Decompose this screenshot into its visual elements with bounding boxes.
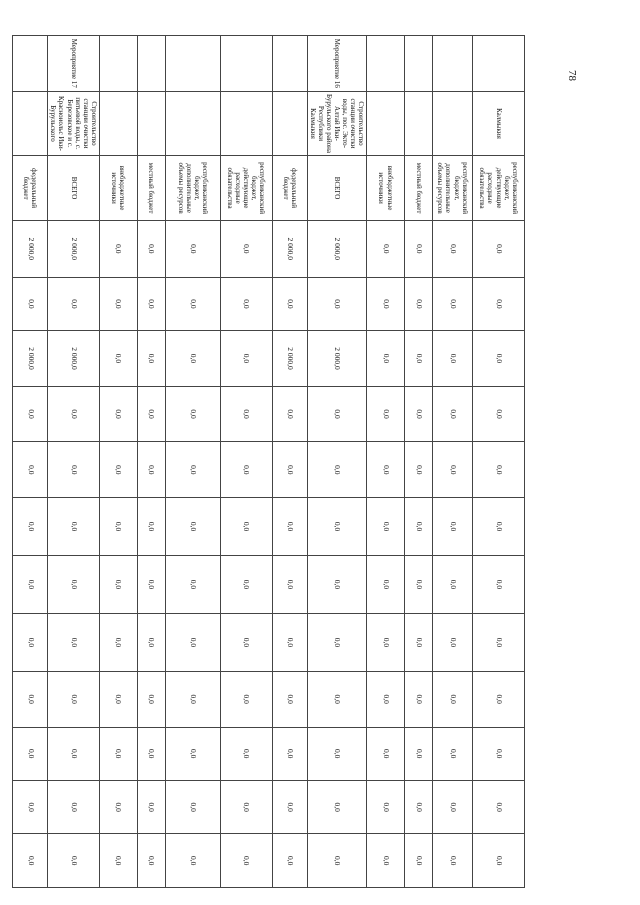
event-number-cell: Мероприятие 16 xyxy=(307,36,366,92)
value-cell: 0,0 xyxy=(307,556,366,614)
value-cell: 0,0 xyxy=(272,556,307,614)
event-name-cell xyxy=(165,91,220,156)
value-cell: 0,0 xyxy=(272,277,307,330)
value-cell: 0,0 xyxy=(48,727,99,780)
value-cell: 0,0 xyxy=(433,277,473,330)
value-cell: 0,0 xyxy=(367,834,405,888)
page-number: 78 xyxy=(566,70,578,81)
value-cell: 0,0 xyxy=(367,277,405,330)
value-cell: 0,0 xyxy=(433,220,473,277)
value-cell: 0,0 xyxy=(272,727,307,780)
value-cell: 0,0 xyxy=(307,727,366,780)
value-cell: 0,0 xyxy=(165,220,220,277)
table-row xyxy=(99,36,137,888)
value-cell: 0,0 xyxy=(367,556,405,614)
value-cell: 2 000,0 xyxy=(48,331,99,387)
value-cell: 0,0 xyxy=(405,556,433,614)
event-number-cell xyxy=(405,36,433,92)
value-cell: 0,0 xyxy=(367,727,405,780)
value-cell: 0,0 xyxy=(433,556,473,614)
value-cell: 0,0 xyxy=(272,498,307,556)
value-cell: 2 000,0 xyxy=(13,220,48,277)
funding-source-cell: республиканский бюджет, дополнительные объемы ресурсов xyxy=(433,156,473,221)
rotated-table-container xyxy=(22,35,525,888)
value-cell: 0,0 xyxy=(220,331,272,387)
value-cell: 0,0 xyxy=(220,556,272,614)
value-cell: 0,0 xyxy=(99,727,137,780)
value-cell: 0,0 xyxy=(433,834,473,888)
event-number-cell xyxy=(165,36,220,92)
value-cell: 0,0 xyxy=(367,331,405,387)
value-cell: 0,0 xyxy=(48,498,99,556)
value-cell: 0,0 xyxy=(137,834,165,888)
value-cell: 0,0 xyxy=(13,613,48,671)
value-cell: 0,0 xyxy=(367,386,405,442)
value-cell: 0,0 xyxy=(48,613,99,671)
value-cell: 0,0 xyxy=(367,613,405,671)
value-cell: 0,0 xyxy=(165,556,220,614)
value-cell: 0,0 xyxy=(99,220,137,277)
value-cell: 0,0 xyxy=(433,331,473,387)
event-number-cell xyxy=(272,36,307,92)
value-cell: 0,0 xyxy=(473,498,525,556)
value-cell: 0,0 xyxy=(165,442,220,498)
value-cell: 0,0 xyxy=(13,556,48,614)
event-name-cell xyxy=(99,91,137,156)
value-cell: 0,0 xyxy=(13,834,48,888)
event-number-cell xyxy=(367,36,405,92)
value-cell: 0,0 xyxy=(307,386,366,442)
event-name-cell: Калмыкия xyxy=(473,91,525,156)
value-cell: 0,0 xyxy=(13,277,48,330)
value-cell: 0,0 xyxy=(165,277,220,330)
funding-source-cell: внебюджетные источники xyxy=(367,156,405,221)
value-cell: 0,0 xyxy=(405,498,433,556)
funding-source-cell: местный бюджет xyxy=(405,156,433,221)
value-cell: 0,0 xyxy=(405,331,433,387)
budget-table xyxy=(12,35,525,888)
value-cell: 0,0 xyxy=(165,498,220,556)
value-cell: 0,0 xyxy=(48,386,99,442)
event-number-cell xyxy=(13,36,48,92)
value-cell: 0,0 xyxy=(433,671,473,727)
value-cell: 0,0 xyxy=(165,613,220,671)
value-cell: 0,0 xyxy=(307,834,366,888)
value-cell: 0,0 xyxy=(137,220,165,277)
value-cell: 0,0 xyxy=(473,331,525,387)
event-number-cell: Мероприятие 17 xyxy=(48,36,99,92)
value-cell: 0,0 xyxy=(433,727,473,780)
value-cell: 0,0 xyxy=(473,613,525,671)
value-cell: 0,0 xyxy=(272,613,307,671)
value-cell: 0,0 xyxy=(165,834,220,888)
value-cell: 0,0 xyxy=(165,727,220,780)
event-number-cell xyxy=(473,36,525,92)
value-cell: 0,0 xyxy=(165,386,220,442)
value-cell: 0,0 xyxy=(13,442,48,498)
value-cell: 0,0 xyxy=(405,442,433,498)
value-cell: 0,0 xyxy=(137,386,165,442)
value-cell: 0,0 xyxy=(220,386,272,442)
value-cell: 0,0 xyxy=(220,220,272,277)
value-cell: 0,0 xyxy=(48,780,99,833)
value-cell: 0,0 xyxy=(220,727,272,780)
value-cell: 2 000,0 xyxy=(48,220,99,277)
value-cell: 0,0 xyxy=(48,834,99,888)
value-cell: 0,0 xyxy=(473,834,525,888)
value-cell: 0,0 xyxy=(272,442,307,498)
table-row xyxy=(272,36,307,888)
value-cell: 0,0 xyxy=(13,498,48,556)
value-cell: 0,0 xyxy=(137,331,165,387)
funding-source-cell: республиканский бюджет, действующие расходные обязательства xyxy=(473,156,525,221)
value-cell: 0,0 xyxy=(272,834,307,888)
value-cell: 0,0 xyxy=(48,671,99,727)
event-number-cell xyxy=(220,36,272,92)
value-cell: 0,0 xyxy=(99,834,137,888)
value-cell: 0,0 xyxy=(165,331,220,387)
event-name-cell xyxy=(405,91,433,156)
value-cell: 0,0 xyxy=(220,613,272,671)
value-cell: 0,0 xyxy=(48,277,99,330)
value-cell: 0,0 xyxy=(367,498,405,556)
value-cell: 0,0 xyxy=(307,498,366,556)
value-cell: 0,0 xyxy=(13,780,48,833)
funding-source-cell: республиканский бюджет, дополнительные объемы ресурсов xyxy=(165,156,220,221)
value-cell: 0,0 xyxy=(99,386,137,442)
value-cell: 0,0 xyxy=(367,220,405,277)
table-body xyxy=(13,36,525,888)
value-cell: 0,0 xyxy=(137,498,165,556)
value-cell: 0,0 xyxy=(13,386,48,442)
event-name-cell xyxy=(13,91,48,156)
value-cell: 0,0 xyxy=(272,780,307,833)
value-cell: 0,0 xyxy=(473,220,525,277)
value-cell: 0,0 xyxy=(48,442,99,498)
value-cell: 0,0 xyxy=(307,671,366,727)
value-cell: 2 000,0 xyxy=(307,220,366,277)
value-cell: 0,0 xyxy=(473,727,525,780)
value-cell: 0,0 xyxy=(137,780,165,833)
table-row xyxy=(405,36,433,888)
value-cell: 0,0 xyxy=(272,671,307,727)
value-cell: 0,0 xyxy=(220,498,272,556)
value-cell: 0,0 xyxy=(473,277,525,330)
value-cell: 0,0 xyxy=(473,671,525,727)
funding-source-cell: ВСЕГО xyxy=(48,156,99,221)
value-cell: 0,0 xyxy=(307,442,366,498)
value-cell: 0,0 xyxy=(405,220,433,277)
value-cell: 0,0 xyxy=(433,498,473,556)
value-cell: 0,0 xyxy=(473,386,525,442)
value-cell: 0,0 xyxy=(99,671,137,727)
table-row xyxy=(367,36,405,888)
value-cell: 0,0 xyxy=(137,671,165,727)
value-cell: 0,0 xyxy=(307,613,366,671)
value-cell: 0,0 xyxy=(405,780,433,833)
table-row xyxy=(13,36,48,888)
event-name-cell xyxy=(367,91,405,156)
value-cell: 0,0 xyxy=(307,277,366,330)
value-cell: 0,0 xyxy=(48,556,99,614)
event-name-cell: Строительство станции очистки воды, пос. Экто-Алтай Ики-Бурульского района Республики Калмыкия xyxy=(307,91,366,156)
value-cell: 2 000,0 xyxy=(272,220,307,277)
funding-source-cell: внебюджетные источники xyxy=(99,156,137,221)
value-cell: 0,0 xyxy=(165,671,220,727)
event-name-cell xyxy=(137,91,165,156)
value-cell: 2 000,0 xyxy=(272,331,307,387)
event-name-cell xyxy=(433,91,473,156)
value-cell: 2 000,0 xyxy=(13,331,48,387)
value-cell: 0,0 xyxy=(405,613,433,671)
value-cell: 0,0 xyxy=(307,780,366,833)
event-name-cell xyxy=(220,91,272,156)
table-row xyxy=(137,36,165,888)
table-row xyxy=(473,36,525,888)
value-cell: 0,0 xyxy=(137,556,165,614)
value-cell: 0,0 xyxy=(433,386,473,442)
event-number-cell xyxy=(433,36,473,92)
value-cell: 0,0 xyxy=(99,498,137,556)
value-cell: 0,0 xyxy=(272,386,307,442)
value-cell: 0,0 xyxy=(367,442,405,498)
value-cell: 2 000,0 xyxy=(307,331,366,387)
value-cell: 0,0 xyxy=(137,277,165,330)
value-cell: 0,0 xyxy=(473,556,525,614)
value-cell: 0,0 xyxy=(405,671,433,727)
event-number-cell xyxy=(137,36,165,92)
value-cell: 0,0 xyxy=(99,277,137,330)
value-cell: 0,0 xyxy=(473,442,525,498)
value-cell: 0,0 xyxy=(405,727,433,780)
value-cell: 0,0 xyxy=(367,780,405,833)
event-name-cell xyxy=(272,91,307,156)
funding-source-cell: федеральный бюджет xyxy=(13,156,48,221)
value-cell: 0,0 xyxy=(220,277,272,330)
value-cell: 0,0 xyxy=(99,780,137,833)
value-cell: 0,0 xyxy=(137,613,165,671)
value-cell: 0,0 xyxy=(220,834,272,888)
table-row xyxy=(220,36,272,888)
value-cell: 0,0 xyxy=(165,780,220,833)
value-cell: 0,0 xyxy=(433,613,473,671)
value-cell: 0,0 xyxy=(405,277,433,330)
value-cell: 0,0 xyxy=(433,780,473,833)
value-cell: 0,0 xyxy=(220,442,272,498)
value-cell: 0,0 xyxy=(220,671,272,727)
value-cell: 0,0 xyxy=(99,442,137,498)
event-number-cell xyxy=(99,36,137,92)
value-cell: 0,0 xyxy=(433,442,473,498)
funding-source-cell: республиканский бюджет, действующие расходные обязательства xyxy=(220,156,272,221)
value-cell: 0,0 xyxy=(99,613,137,671)
value-cell: 0,0 xyxy=(405,386,433,442)
value-cell: 0,0 xyxy=(220,780,272,833)
value-cell: 0,0 xyxy=(473,780,525,833)
value-cell: 0,0 xyxy=(405,834,433,888)
funding-source-cell: местный бюджет xyxy=(137,156,165,221)
value-cell: 0,0 xyxy=(137,442,165,498)
value-cell: 0,0 xyxy=(13,727,48,780)
table-row xyxy=(165,36,220,888)
value-cell: 0,0 xyxy=(13,671,48,727)
event-name-cell: Строительство станции очистки питьевой воды, с. Березовское и с. Красноиольс Ики-Бурульского xyxy=(48,91,99,156)
table-row xyxy=(307,36,366,888)
funding-source-cell: федеральный бюджет xyxy=(272,156,307,221)
value-cell: 0,0 xyxy=(137,727,165,780)
value-cell: 0,0 xyxy=(99,556,137,614)
value-cell: 0,0 xyxy=(367,671,405,727)
value-cell: 0,0 xyxy=(99,331,137,387)
table-row xyxy=(433,36,473,888)
funding-source-cell: ВСЕГО xyxy=(307,156,366,221)
table-row xyxy=(48,36,99,888)
